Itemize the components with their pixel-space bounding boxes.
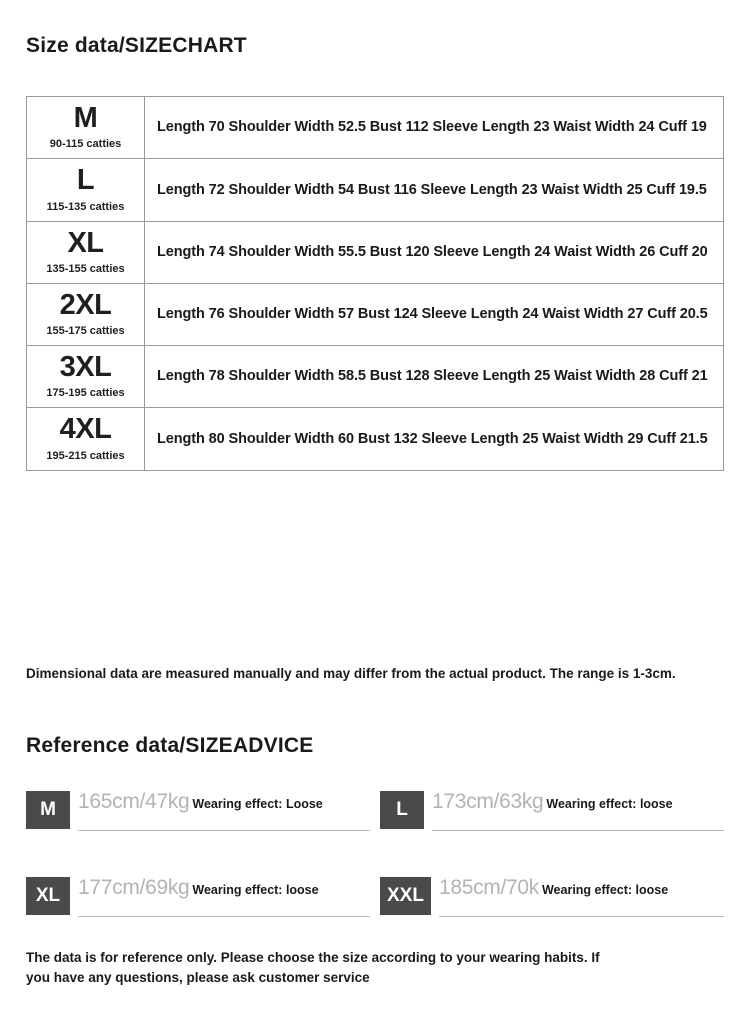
reference-divider [78, 830, 370, 831]
reference-divider [439, 916, 724, 917]
size-label: 2XL [59, 288, 112, 321]
reference-size-badge: L [380, 791, 424, 829]
size-cell [27, 159, 145, 221]
reference-measurement: 185cm/70k [438, 876, 539, 899]
table-row [27, 283, 724, 345]
reference-body [432, 790, 724, 842]
reference-size-badge: XXL [380, 877, 431, 915]
spec-cell [145, 283, 724, 345]
spec-text: Length 70 Shoulder Width 52.5 Bust 112 Sleeve Length 23 Waist Width 24 Cuff 19 [157, 119, 707, 136]
size-label: 4XL [59, 413, 112, 446]
spec-text: Length 74 Shoulder Width 55.5 Bust 120 Sleeve Length 24 Waist Width 26 Cuff 20 [157, 243, 708, 260]
reference-item [380, 790, 724, 842]
reference-item [380, 876, 724, 928]
table-row [27, 221, 724, 283]
size-cell [27, 283, 145, 345]
reference-divider [432, 830, 724, 831]
reference-disclaimer: The data is for reference only. Please choose the size according to your wearing habits. If you have any questions, please ask customer service [26, 950, 600, 985]
reference-item [26, 790, 370, 842]
size-weight-range: 175-195 catties [46, 387, 125, 400]
reference-divider [78, 916, 370, 917]
size-weight-range: 135-155 catties [46, 262, 125, 275]
reference-item [26, 876, 370, 928]
size-chart-heading: Size data/SIZECHART [26, 34, 247, 57]
size-chart-table [26, 96, 724, 471]
size-cell [27, 97, 145, 159]
size-label: L [76, 164, 95, 197]
spec-cell [145, 97, 724, 159]
reference-measurement: 173cm/63kg [432, 790, 544, 813]
reference-measurement: 177cm/69kg [78, 876, 190, 899]
size-cell [27, 408, 145, 470]
size-weight-range: 155-175 catties [46, 325, 125, 338]
size-label: XL [67, 226, 104, 259]
reference-effect: Wearing effect: loose [546, 797, 673, 811]
size-weight-range: 90-115 catties [49, 138, 122, 151]
reference-effect: Wearing effect: Loose [192, 797, 323, 811]
table-row [27, 97, 724, 159]
size-weight-range: 195-215 catties [46, 449, 125, 462]
size-cell [27, 221, 145, 283]
size-label: 3XL [59, 351, 112, 384]
spec-cell [145, 159, 724, 221]
size-label: M [73, 102, 98, 134]
reference-body [439, 876, 724, 928]
measurement-disclaimer: Dimensional data are measured manually and may differ from the actual product. The range is 1-3cm. [26, 666, 676, 681]
table-row [27, 346, 724, 408]
reference-effect: Wearing effect: loose [541, 883, 669, 897]
spec-cell [145, 346, 724, 408]
reference-size-badge: M [26, 791, 70, 829]
reference-size-badge: XL [26, 877, 70, 915]
spec-cell [145, 221, 724, 283]
reference-effect: Wearing effect: loose [192, 883, 319, 897]
table-row [27, 408, 724, 470]
reference-data-heading: Reference data/SIZEADVICE [26, 734, 314, 757]
size-cell [27, 346, 145, 408]
reference-body [78, 876, 370, 928]
spec-text: Length 80 Shoulder Width 60 Bust 132 Sleeve Length 25 Waist Width 29 Cuff 21.5 [157, 430, 708, 447]
table-row [27, 159, 724, 221]
spec-cell [145, 408, 724, 470]
reference-measurement: 165cm/47kg [78, 790, 190, 813]
spec-text: Length 78 Shoulder Width 58.5 Bust 128 Sleeve Length 25 Waist Width 28 Cuff 21 [157, 368, 708, 385]
size-weight-range: 115-135 catties [46, 200, 125, 213]
reference-grid [26, 790, 724, 928]
reference-body [78, 790, 370, 842]
spec-text: Length 76 Shoulder Width 57 Bust 124 Sleeve Length 24 Waist Width 27 Cuff 20.5 [157, 306, 708, 323]
spec-text: Length 72 Shoulder Width 54 Bust 116 Sleeve Length 23 Waist Width 25 Cuff 19.5 [157, 181, 707, 198]
